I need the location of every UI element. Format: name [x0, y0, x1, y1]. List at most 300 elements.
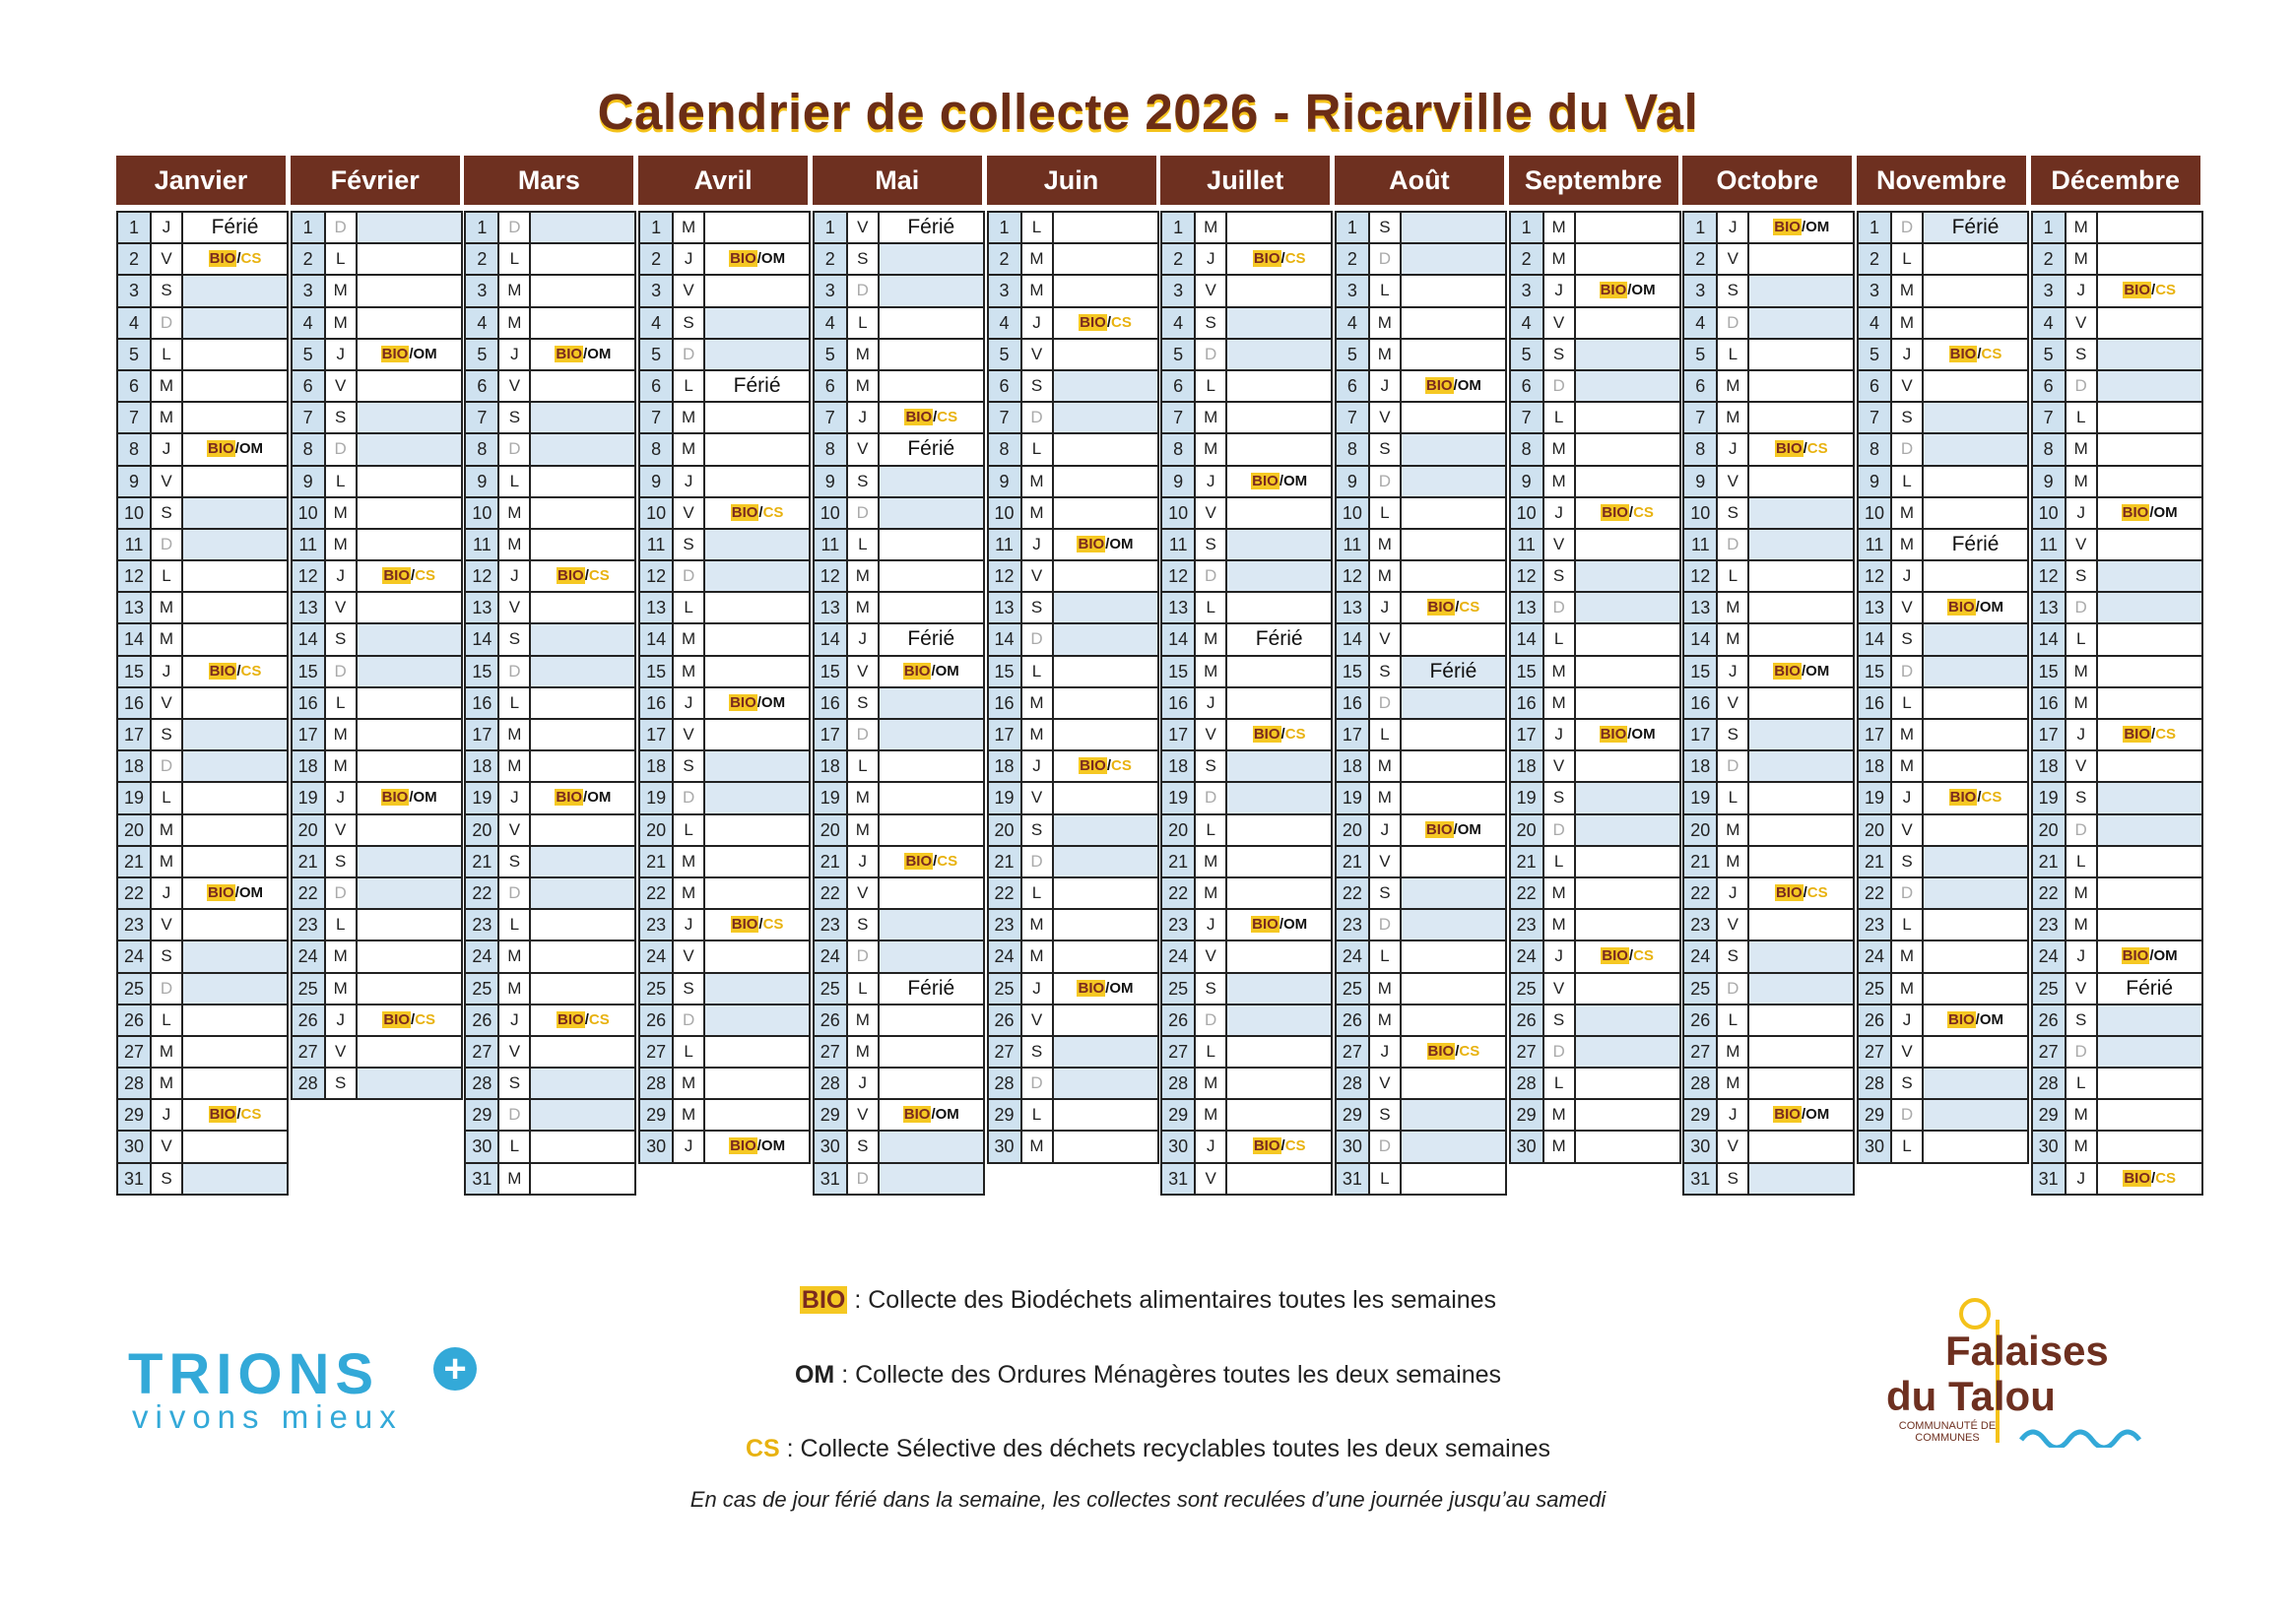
day-collection	[880, 657, 983, 686]
day-row	[1337, 940, 1505, 971]
day-collection	[1924, 403, 2027, 432]
day-letter: S	[1544, 561, 1576, 591]
day-number: 4	[1859, 308, 1892, 338]
day-collection	[1924, 688, 2027, 718]
day-letter: M	[848, 340, 880, 369]
day-letter: L	[1892, 1132, 1924, 1161]
day-collection	[358, 213, 461, 242]
day-number: 19	[1511, 783, 1544, 812]
day-row	[1162, 655, 1331, 686]
day-letter: D	[674, 1005, 705, 1035]
day-number: 28	[293, 1069, 326, 1098]
om-badge: OM	[1979, 599, 2003, 616]
day-letter: V	[1196, 941, 1227, 971]
day-number: 9	[1511, 467, 1544, 496]
day-row	[1511, 655, 1679, 686]
day-row	[1684, 1130, 1853, 1161]
day-letter: M	[1544, 434, 1576, 464]
day-number: 21	[2033, 847, 2066, 876]
slash-separator: /	[411, 567, 416, 585]
day-number: 6	[1511, 371, 1544, 401]
day-letter: S	[1718, 720, 1749, 749]
day-letter: S	[499, 847, 531, 876]
day-collection	[1924, 783, 2027, 812]
day-row	[1162, 496, 1331, 528]
day-row	[1859, 845, 2027, 876]
day-letter: S	[1892, 1069, 1924, 1098]
day-letter: M	[499, 1164, 531, 1194]
day-row	[1684, 401, 1853, 432]
day-letter: V	[1892, 593, 1924, 622]
slash-separator: /	[1280, 250, 1285, 268]
day-number: 18	[466, 751, 499, 781]
day-letter: D	[499, 434, 531, 464]
day-number: 24	[1511, 941, 1544, 971]
day-collection	[1402, 498, 1505, 528]
day-number: 15	[1684, 657, 1718, 686]
slash-separator: /	[1280, 1137, 1285, 1155]
day-row	[1511, 211, 1679, 242]
day-row	[640, 496, 809, 528]
day-row	[466, 781, 634, 812]
day-number: 22	[118, 878, 152, 908]
day-collection	[705, 688, 809, 718]
day-number: 8	[1337, 434, 1370, 464]
day-row	[815, 242, 983, 274]
month-header: Octobre	[1682, 156, 1855, 205]
day-row	[293, 401, 461, 432]
day-number: 11	[640, 530, 674, 559]
om-badge: OM	[587, 789, 612, 807]
day-letter: D	[1022, 847, 1054, 876]
day-number: 4	[1337, 308, 1370, 338]
day-collection	[358, 498, 461, 528]
day-row	[118, 686, 287, 718]
day-letter: J	[152, 434, 183, 464]
day-row	[293, 274, 461, 305]
day-number: 3	[1684, 276, 1718, 305]
day-number: 21	[466, 847, 499, 876]
day-letter: M	[1370, 1005, 1402, 1035]
day-letter: L	[1892, 467, 1924, 496]
ferie-label: Férié	[733, 373, 781, 397]
day-letter: M	[1718, 1069, 1749, 1098]
day-row	[1859, 655, 2027, 686]
day-row	[293, 432, 461, 464]
day-row	[2033, 306, 2201, 338]
day-row	[118, 940, 287, 971]
day-letter: D	[1370, 910, 1402, 940]
bio-badge: BIO	[383, 567, 411, 585]
day-letter: L	[2066, 624, 2098, 654]
day-row	[1337, 908, 1505, 940]
day-letter: J	[1370, 593, 1402, 622]
day-number: 18	[1511, 751, 1544, 781]
day-row	[118, 211, 287, 242]
day-number: 22	[1859, 878, 1892, 908]
day-collection	[358, 403, 461, 432]
day-collection	[531, 434, 634, 464]
day-collection	[1227, 974, 1331, 1004]
day-row	[989, 432, 1157, 464]
day-row	[989, 465, 1157, 496]
day-row	[1859, 1098, 2027, 1130]
day-number: 2	[1684, 244, 1718, 274]
month-header: Août	[1335, 156, 1507, 205]
day-collection	[1402, 688, 1505, 718]
day-collection	[183, 815, 287, 845]
day-collection	[1576, 593, 1679, 622]
day-letter: D	[499, 878, 531, 908]
month-column	[1335, 156, 1507, 1196]
day-collection	[1227, 1100, 1331, 1130]
slash-separator: /	[1975, 1010, 1980, 1028]
day-collection	[531, 403, 634, 432]
day-number: 3	[118, 276, 152, 305]
day-number: 16	[815, 688, 848, 718]
month-header: Mars	[464, 156, 636, 205]
day-number: 26	[1162, 1005, 1196, 1035]
day-row	[293, 686, 461, 718]
day-number: 8	[1511, 434, 1544, 464]
month-days	[987, 211, 1159, 1164]
day-number: 7	[1337, 403, 1370, 432]
day-collection	[1924, 941, 2027, 971]
day-collection	[1054, 1132, 1157, 1161]
day-number: 12	[118, 561, 152, 591]
day-collection	[880, 1037, 983, 1067]
day-row	[1511, 718, 1679, 749]
day-letter: J	[1022, 974, 1054, 1004]
slash-separator: /	[583, 345, 588, 362]
day-row	[466, 242, 634, 274]
day-collection	[531, 751, 634, 781]
day-letter: M	[499, 720, 531, 749]
day-row	[118, 369, 287, 401]
day-letter: D	[2066, 593, 2098, 622]
day-number: 27	[293, 1037, 326, 1067]
day-number: 19	[815, 783, 848, 812]
day-row	[640, 876, 809, 908]
day-row	[1162, 432, 1331, 464]
day-row	[1684, 876, 1853, 908]
day-collection	[183, 340, 287, 369]
day-letter: D	[1196, 1005, 1227, 1035]
day-letter: M	[326, 308, 358, 338]
day-letter: S	[326, 403, 358, 432]
day-number: 1	[1511, 213, 1544, 242]
day-letter: J	[674, 910, 705, 940]
day-collection	[531, 657, 634, 686]
day-number: 8	[640, 434, 674, 464]
day-row	[989, 211, 1157, 242]
day-letter: S	[1892, 403, 1924, 432]
day-row	[1684, 1162, 1853, 1194]
day-collection	[358, 783, 461, 812]
day-letter: M	[1022, 720, 1054, 749]
day-row	[989, 559, 1157, 591]
day-letter: J	[1544, 720, 1576, 749]
day-number: 22	[815, 878, 848, 908]
day-number: 19	[118, 783, 152, 812]
day-letter: V	[326, 1037, 358, 1067]
day-letter: M	[499, 530, 531, 559]
bio-badge: BIO	[731, 916, 758, 934]
day-letter: M	[1892, 974, 1924, 1004]
day-collection	[1227, 910, 1331, 940]
day-letter: M	[1022, 467, 1054, 496]
day-letter: V	[674, 276, 705, 305]
om-badge: OM	[1631, 282, 1656, 299]
slash-separator: /	[2149, 503, 2154, 521]
day-letter: S	[1718, 498, 1749, 528]
day-row	[1684, 1067, 1853, 1098]
ferie-label: Férié	[1429, 659, 1477, 682]
slash-separator: /	[1455, 599, 1460, 616]
day-row	[989, 749, 1157, 781]
day-letter: M	[2066, 213, 2098, 242]
day-letter: L	[1370, 941, 1402, 971]
bio-badge: BIO	[1775, 883, 1803, 901]
day-row	[293, 972, 461, 1004]
day-letter: V	[1892, 371, 1924, 401]
day-row	[640, 655, 809, 686]
day-number: 4	[1511, 308, 1544, 338]
day-collection	[2098, 751, 2201, 781]
bio-badge: BIO	[1774, 662, 1801, 680]
day-row	[466, 622, 634, 654]
day-letter: D	[152, 751, 183, 781]
slash-separator: /	[1627, 726, 1632, 743]
day-collection	[183, 213, 287, 242]
day-letter: M	[674, 657, 705, 686]
day-collection	[183, 720, 287, 749]
legend-om-code: OM	[794, 1361, 835, 1389]
day-letter: V	[1022, 1005, 1054, 1035]
day-letter: S	[848, 910, 880, 940]
day-letter: L	[1544, 624, 1576, 654]
day-row	[1337, 1004, 1505, 1035]
day-row	[640, 622, 809, 654]
day-collection	[358, 751, 461, 781]
day-letter: M	[1892, 751, 1924, 781]
day-row	[989, 876, 1157, 908]
month-column	[1509, 156, 1681, 1164]
day-letter: V	[1892, 815, 1924, 845]
day-number: 30	[1859, 1132, 1892, 1161]
falaises-logo-line1: Falaises	[1945, 1328, 2109, 1374]
day-number: 11	[1162, 530, 1196, 559]
day-collection	[1402, 467, 1505, 496]
day-number: 30	[118, 1132, 152, 1161]
ferie-label: Férié	[907, 437, 955, 461]
day-number: 19	[1162, 783, 1196, 812]
day-number: 20	[640, 815, 674, 845]
day-number: 2	[466, 244, 499, 274]
day-row	[1859, 686, 2027, 718]
day-collection	[1054, 498, 1157, 528]
day-letter: D	[1196, 783, 1227, 812]
day-letter: S	[1544, 340, 1576, 369]
day-collection	[880, 688, 983, 718]
day-letter: D	[1718, 974, 1749, 1004]
day-collection	[1924, 498, 2027, 528]
day-collection	[531, 847, 634, 876]
day-letter: D	[674, 561, 705, 591]
day-letter: L	[326, 244, 358, 274]
day-collection	[1402, 974, 1505, 1004]
day-number: 24	[815, 941, 848, 971]
day-number: 22	[1337, 878, 1370, 908]
day-number: 13	[1337, 593, 1370, 622]
day-letter: S	[1022, 815, 1054, 845]
day-letter: M	[152, 593, 183, 622]
day-row	[466, 908, 634, 940]
bio-badge: BIO	[1078, 535, 1105, 552]
day-collection	[1924, 720, 2027, 749]
day-number: 30	[1162, 1132, 1196, 1161]
day-collection	[705, 1037, 809, 1067]
day-number: 16	[640, 688, 674, 718]
day-collection	[880, 530, 983, 559]
day-row	[1511, 686, 1679, 718]
day-row	[118, 781, 287, 812]
day-row	[815, 718, 983, 749]
day-letter: M	[326, 276, 358, 305]
day-row	[2033, 1098, 2201, 1130]
day-letter: L	[152, 561, 183, 591]
plus-icon: +	[433, 1347, 477, 1391]
day-row	[293, 528, 461, 559]
day-row	[989, 622, 1157, 654]
day-row	[2033, 242, 2201, 274]
day-letter: J	[1718, 213, 1749, 242]
bio-badge: BIO	[381, 789, 409, 807]
day-collection	[1924, 910, 2027, 940]
day-letter: M	[152, 403, 183, 432]
day-number: 10	[1859, 498, 1892, 528]
day-letter: S	[1196, 530, 1227, 559]
day-letter: S	[1718, 1164, 1749, 1194]
day-letter: S	[848, 688, 880, 718]
month-days	[1160, 211, 1333, 1196]
day-row	[989, 686, 1157, 718]
day-collection	[183, 434, 287, 464]
day-row	[1337, 749, 1505, 781]
day-row	[1511, 749, 1679, 781]
slash-separator: /	[1975, 599, 1980, 616]
day-collection	[705, 878, 809, 908]
day-row	[1162, 845, 1331, 876]
day-row	[815, 465, 983, 496]
day-number: 2	[1162, 244, 1196, 274]
day-collection	[705, 1132, 809, 1161]
day-row	[1859, 940, 2027, 971]
day-letter: D	[1370, 1132, 1402, 1161]
day-number: 1	[293, 213, 326, 242]
day-collection	[880, 941, 983, 971]
bio-badge: BIO	[2124, 1169, 2151, 1187]
day-row	[989, 845, 1157, 876]
day-number: 31	[118, 1164, 152, 1194]
day-row	[1511, 1035, 1679, 1067]
day-row	[815, 622, 983, 654]
day-collection	[1576, 910, 1679, 940]
day-letter: M	[674, 213, 705, 242]
month-days	[1335, 211, 1507, 1196]
day-collection	[358, 1037, 461, 1067]
day-collection	[880, 720, 983, 749]
month-days	[1682, 211, 1855, 1196]
day-row	[2033, 781, 2201, 812]
slash-separator: /	[933, 852, 938, 870]
day-letter: D	[1892, 1100, 1924, 1130]
day-letter: L	[326, 910, 358, 940]
day-number: 25	[1511, 974, 1544, 1004]
day-collection	[2098, 467, 2201, 496]
day-collection	[1054, 1005, 1157, 1035]
day-number: 8	[815, 434, 848, 464]
day-collection	[2098, 1069, 2201, 1098]
day-row	[293, 1067, 461, 1098]
cs-badge: CS	[937, 409, 958, 426]
day-row	[1162, 1162, 1331, 1194]
day-row	[466, 432, 634, 464]
day-row	[466, 401, 634, 432]
day-number: 18	[1859, 751, 1892, 781]
day-number: 11	[2033, 530, 2066, 559]
day-number: 8	[118, 434, 152, 464]
day-letter: S	[152, 720, 183, 749]
bio-badge: BIO	[1253, 250, 1280, 268]
day-row	[989, 369, 1157, 401]
day-letter: V	[326, 371, 358, 401]
day-number: 21	[989, 847, 1022, 876]
day-collection	[1749, 815, 1853, 845]
day-collection	[1054, 751, 1157, 781]
day-row	[2033, 559, 2201, 591]
day-collection	[1749, 624, 1853, 654]
day-collection	[358, 308, 461, 338]
day-row	[1684, 622, 1853, 654]
bio-badge: BIO	[556, 345, 583, 362]
day-row	[1162, 781, 1331, 812]
day-letter: V	[1196, 498, 1227, 528]
bio-badge: BIO	[1602, 503, 1628, 521]
day-letter: D	[1196, 340, 1227, 369]
month-header: Avril	[638, 156, 811, 205]
day-number: 17	[1162, 720, 1196, 749]
day-row	[1162, 211, 1331, 242]
day-letter: M	[674, 1069, 705, 1098]
day-row	[815, 845, 983, 876]
day-row	[1859, 559, 2027, 591]
day-letter: J	[2066, 941, 2098, 971]
day-collection	[880, 213, 983, 242]
day-row	[1337, 559, 1505, 591]
day-row	[815, 306, 983, 338]
day-number: 14	[1337, 624, 1370, 654]
day-row	[1859, 211, 2027, 242]
slash-separator: /	[409, 789, 414, 807]
day-number: 14	[1684, 624, 1718, 654]
day-row	[640, 591, 809, 622]
day-collection	[1924, 308, 2027, 338]
day-collection	[1576, 498, 1679, 528]
day-row	[2033, 718, 2201, 749]
day-collection	[1227, 720, 1331, 749]
day-letter: M	[1370, 308, 1402, 338]
